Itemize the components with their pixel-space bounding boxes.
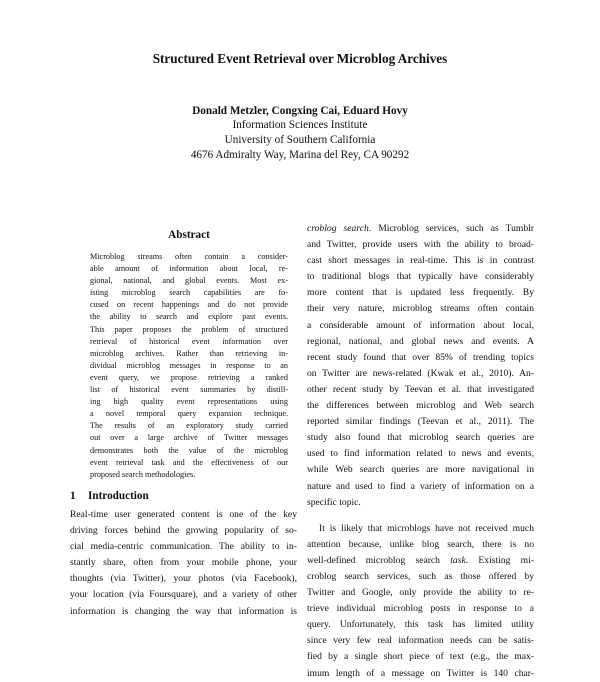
italic-term: task [450, 554, 466, 566]
text-line: your location (via Foursquare), and a variety of other [70, 589, 297, 601]
text-line: ing high quality event representations using [90, 397, 288, 407]
text-line [307, 221, 534, 237]
text-line: information is changing the way that information is [70, 605, 297, 617]
left-column-text [70, 507, 297, 620]
text-line: and Twitter, provide users with the ability to broad- [307, 239, 534, 251]
text-line: while Web search queries are more navigational in [307, 464, 534, 476]
text-span: . Microblog services, such as Tumblr [368, 223, 534, 234]
section-number: 1 [70, 490, 76, 502]
text-line: driving forces behind the growing popularity of so- [70, 525, 297, 537]
affiliation-line: 4676 Admiralty Way, Marina del Rey, CA 90292 [190, 149, 410, 161]
text-line [307, 553, 534, 569]
affiliation-block [0, 118, 600, 163]
text-line: Twitter and Google, only provide the ability to re- [307, 587, 534, 599]
text-line: more content that is updated less frequently. By [307, 287, 534, 299]
text-line: a considerable amount of information about local, [307, 319, 534, 331]
text-line: trieve individual microblog posts in response to a [307, 603, 534, 615]
text-line: It is likely that microblogs have not received much [319, 522, 534, 534]
text-line: study also found that microblog search queries are [307, 432, 534, 444]
author-list: Donald Metzler, Congxing Cai, Eduard Hovy [192, 105, 408, 117]
text-line: imum length of a message on Twitter is 140 char- [307, 667, 534, 679]
text-line: This paper proposes the problem of structured [90, 324, 288, 334]
italic-term: croblog search [307, 223, 369, 234]
text-line: on Twitter are news-related (Kwak et al., 2010). An- [307, 367, 534, 379]
text-line: the differences between microblog and Web search [307, 400, 534, 412]
text-line: The results of an exploratory study carried [90, 421, 288, 431]
text-line: list of historical event summaries by distill- [90, 385, 288, 395]
text-line: other recent study by Teevan et al. that investigated [307, 383, 534, 395]
text-line: proposed search methodologies. [90, 469, 196, 479]
text-line: isting microblog search capabilities are fo- [90, 288, 288, 298]
text-line: event retrieval task and the effectiveness of our [90, 457, 288, 467]
text-span: . Existing mi- [465, 554, 534, 566]
text-line: retrieval of historical event information over [90, 336, 288, 346]
text-line: dividual microblog messages in response to an [90, 360, 288, 370]
text-line: to traditional blogs that typically have considerably [307, 271, 534, 283]
paper-title: Structured Event Retrieval over Microblog Archives [152, 51, 448, 66]
text-line: Real-time user generated content is one of the key [70, 509, 297, 520]
text-line: stantly share, often from your mobile phone, your [70, 557, 297, 569]
text-line: croblog search services, such as those offered by [307, 570, 534, 582]
section-heading [70, 489, 300, 503]
text-line: query. Unfortunately, this task has limited utility [307, 619, 534, 631]
abstract-body [90, 251, 288, 481]
text-line: their very nature, microblog streams often contain [307, 303, 534, 315]
text-line: microblog archives. Rather than retrieving in- [90, 348, 288, 358]
text-line: thoughts (via Twitter), your photos (via Facebook), [70, 573, 297, 585]
text-line: attention because, unlike blog search, there is no [307, 538, 534, 550]
right-column-text [307, 221, 534, 682]
text-line: cused on recent happenings and do not provide [90, 300, 288, 310]
text-span: well-defined microblog search [307, 554, 451, 566]
text-line: fied by a single short piece of text (e.g., the max- [307, 651, 534, 663]
text-line: cast short messages in real-time. This is in contrast [307, 255, 534, 267]
text-line: out over a large archive of Twitter messages [90, 433, 288, 443]
text-line: regional, national, and global news and events. A [307, 335, 534, 347]
text-line: reported similar findings (Teevan et al., 2011). The [307, 416, 534, 428]
section-title: Introduction [88, 490, 149, 502]
text-line: event query, we propose retrieving a ranked [90, 372, 288, 382]
abstract-heading: Abstract [168, 229, 210, 241]
affiliation-line: Information Sciences Institute [232, 119, 368, 131]
text-line: nature and used to find a variety of information on a [307, 480, 534, 492]
affiliation-line: University of Southern California [224, 134, 376, 146]
text-line: able amount of information about local, re- [90, 264, 288, 274]
text-line: cial media-centric communication. The ability to in- [70, 541, 297, 553]
text-line: since very few real information needs can be satis- [307, 635, 534, 647]
text-line: a novel temporal query expansion technique. [90, 409, 288, 419]
text-line: demonstrates both the value of the microblog [90, 445, 288, 455]
text-line: the ability to search and explore past events. [90, 312, 288, 322]
text-line: specific topic. [307, 496, 361, 508]
text-line: used to find information related to news and events, [307, 448, 534, 460]
text-line: gional, national, and global events. Most ex- [90, 276, 288, 286]
text-line: recent study found that over 85% of trending topics [307, 351, 534, 363]
text-line: Microblog streams often contain a consider- [90, 252, 288, 261]
